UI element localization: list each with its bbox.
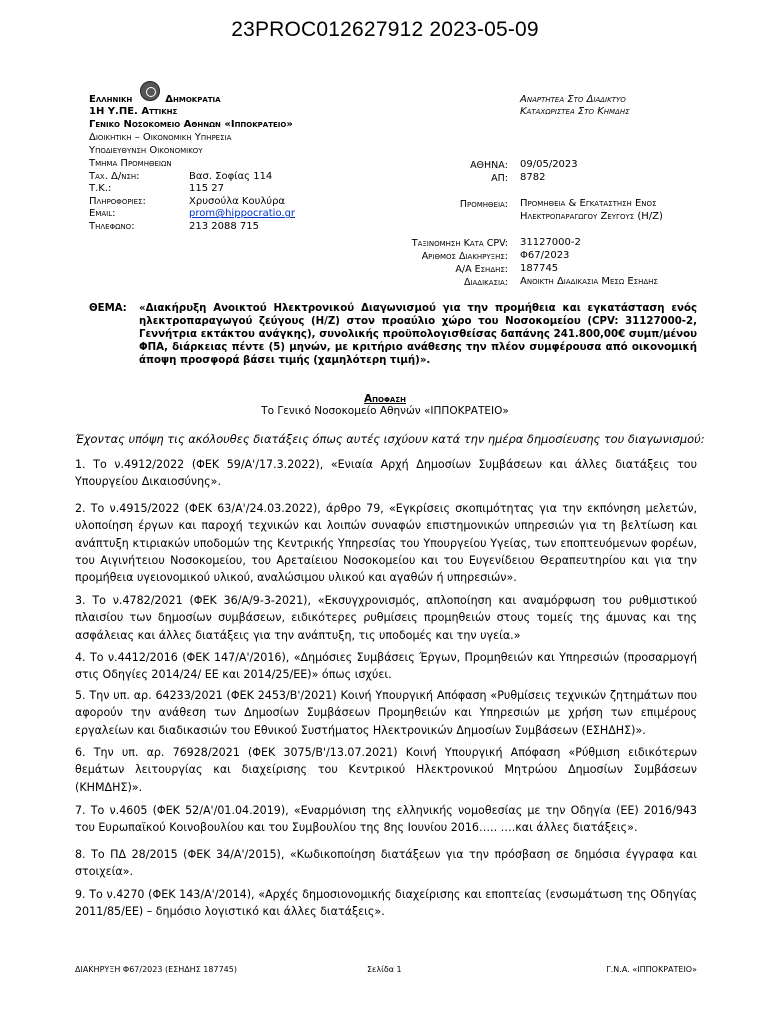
subject-label: ΘΕΜΑ: — [89, 303, 127, 314]
footer-hospital: Γ.Ν.Α. «ΙΠΠΟΚΡΑΤΕΙΟ» — [606, 965, 697, 974]
email-link[interactable]: prom@hippocratio.gr — [189, 208, 296, 220]
header-country-part2: Δημοκρατια — [165, 94, 221, 105]
cpv-value: 31127000-2 — [520, 237, 581, 248]
intro-text: Έχοντας υπόψη τις ακόλουθες διατάξεις όπως αυτές ισχύουν κατά την ημέρα δημοσίευσης του διαγωνισμού: — [75, 432, 705, 446]
contact-label: Τ.Κ.: — [89, 183, 112, 195]
header-country-part1: Ελληνικη — [89, 94, 133, 105]
legal-item-2: 2. Το ν.4915/2022 (ΦΕΚ 63/Α'/24.03.2022), άρθρο 79, «Εγκρίσεις σκοπιμότητας για την εκπόνηση μελετών, υλοποίηση έργων και παροχή τεχνικών και λοιπών συναφών επιστημονικών υπηρεσιών για τη βελτίωση και ανάπτυξη κτιριακών υποδομών της Κεντρικής Υπηρεσίας του Υπουργείου Υγείας, των εποπτευόμενων φορέων, του Αιγινήτειου Νοσοκομείου, του Αρεταίειου Νοσοκομείου και του Ευγενίδειου Θεραπευτηρίου και για την προμήθεια υγειονομικού υλικού, αναλώσιμου υλικού και αγαθών ή υπηρεσιών». — [75, 502, 697, 585]
esidis-label: Α/Α Εσηδης: — [455, 264, 508, 275]
legal-item-1: 1. Το ν.4912/2022 (ΦΕΚ 59/Α'/17.3.2022), «Ενιαία Αρχή Δημοσίων Συμβάσεων και άλλες διατάξεις του Υπουργείου Δικαιοσύνης». — [75, 458, 697, 489]
contact-row-address — [89, 171, 295, 183]
contact-value: 115 27 — [189, 183, 224, 195]
procurement-value-2: Ηλεκτροπαραγωγου Ζευγους (Η/Ζ) — [520, 211, 663, 222]
posted-kimdis-note: Καταχωριστεα Στο Κημδης — [520, 106, 630, 117]
greek-emblem-icon — [140, 81, 160, 101]
posted-online-note: Αναρτητεα Στο Διαδικτυο — [520, 94, 626, 105]
contact-rows — [89, 171, 295, 233]
contact-label: Τηλεφωνο: — [89, 220, 135, 232]
legal-item-8: 8. Το ΠΔ 28/2015 (ΦΕΚ 34/Α'/2015), «Κωδικοποίηση διατάξεων για την πρόσβαση σε δημόσια έγγραφα και στοιχεία». — [75, 848, 697, 879]
contact-row-phone — [89, 221, 295, 233]
legal-item-5: 5. Την υπ. αρ. 64233/2021 (ΦΕΚ 2453/Β'/2021) Κοινή Υπουργική Απόφαση «Ρυθμίσεις τεχνικών ζητημάτων που αφορούν την ανάθεση των Δημοσίων Συμβάσεων Προμηθειών και Υπηρεσιών με χρήση των επιμέρους εργαλείων και διαδικασιών του Εθνικού Συστήματος Ηλεκτρονικών Δημοσίων Συμβάσεων (ΕΣΗΔΗΣ)». — [75, 689, 697, 737]
legal-item-3: 3. Το ν.4782/2021 (ΦΕΚ 36/Α/9-3-2021), «Εκσυγχρονισμός, απλοποίηση και αναμόρφωση του ρυθμιστικού πλαισίου των δημοσίων συμβάσεων, ειδικότερες ρυθμίσεις προμηθειών στους τομείς της άμυνας και της ασφάλειας και άλλες διατάξεις για την ανάπτυξη, τις υποδομές και την υγεία.» — [75, 594, 697, 642]
contact-row-postcode — [89, 183, 295, 195]
notice-number-value: Φ67/2023 — [520, 250, 570, 261]
procurement-value-1: Προμηθεια & Εγκαταστηση Ενος — [520, 198, 657, 209]
ap-label: ΑΠ: — [491, 173, 508, 184]
contact-label: Email: — [89, 208, 116, 220]
subject-block — [89, 302, 697, 367]
esidis-value: 187745 — [520, 263, 559, 274]
header-health-region: 1Η Υ.ΠΕ. Αττικης — [89, 106, 178, 117]
contact-value: 213 2088 715 — [189, 220, 259, 232]
decision-subtitle: Το Γενικό Νοσοκομείο Αθηνών «ΙΠΠΟΚΡΑΤΕΙΟ» — [261, 405, 509, 417]
ap-number: 8782 — [520, 172, 546, 183]
document-id-stamp: 23PROC012627912 2023-05-09 — [231, 18, 539, 41]
header-hospital-name: Γενικο Νοσοκομειο Αθηνων «Ιπποκρατειο» — [89, 119, 293, 130]
contact-label: Πληροφοριες: — [89, 195, 146, 207]
footer-notice-ref: ΔΙΑΚΗΡΥΞΗ Φ67/2023 (ΕΣΗΔΗΣ 187745) — [75, 965, 237, 974]
contact-row-email — [89, 208, 295, 220]
contact-value: Βασ. Σοφίας 114 — [189, 171, 273, 182]
header-service: Διοικητικη – Οικονομικη Υπηρεσια — [89, 132, 232, 143]
legal-item-4: 4. Το ν.4412/2016 (ΦΕΚ 147/Α'/2016), «Δημόσιες Συμβάσεις Έργων, Προμηθειών και Υπηρεσιών (προσαρμογή στις Οδηγίες 2014/24/ ΕΕ και 2014/25/ΕΕ)» όπως ισχύει. — [75, 651, 697, 682]
subject-text: «Διακήρυξη Ανοικτού Ηλεκτρονικού Διαγωνισμού για την προμήθεια και εγκατάσταση ενός ηλεκτροπαραγωγού ζεύγους (Η/Ζ) στον προαύλιο χώρο του Νοσοκομείου (CPV: 31127000-2, Γεννήτρια εκτάκτου ανάγκης), συνολικής προϋπολογισθείσας δαπάνης 241.800,00€ συμπ/μένου ΦΠΑ, διάρκειας πέντε (5) μηνών, με κριτήριο ανάθεσης την πλέον συμφέρουσα από οικονομική άποψη προσφορά βάσει τιμής (χαμηλότερη τιμή)». — [139, 303, 697, 366]
cpv-label: Ταξινομηση Κατα CPV: — [411, 238, 508, 249]
footer-page-number: Σελίδα 1 — [367, 965, 402, 974]
procurement-label: Προμηθεια: — [459, 199, 508, 210]
contact-row-info — [89, 196, 295, 208]
athens-label: ΑΘΗΝΑ: — [470, 160, 508, 171]
header-subdivision: Υποδιευθυνση Οικονομικου — [89, 145, 203, 156]
decision-title: Αποφαση — [364, 393, 406, 405]
legal-item-6: 6. Την υπ. αρ. 76928/2021 (ΦΕΚ 3075/Β'/13.07.2021) Κοινή Υπουργική Απόφαση «Ρύθμιση ειδικότερων θεμάτων λειτουργίας και διαχείρισης του Κεντρικού Ηλεκτρονικού Μητρώου Δημοσίων Συμβάσεων (ΚΗΜΔΗΣ)». — [75, 746, 697, 794]
legal-item-9: 9. Το ν.4270 (ΦΕΚ 143/Α'/2014), «Αρχές δημοσιονομικής διαχείρισης και εποπτείας (ενσωμάτωση της Οδηγίας 2011/85/ΕΕ) – δημόσιο λογιστικό και άλλες διατάξεις». — [75, 888, 697, 919]
procedure-value: Ανοικτη Διαδικασια Μεσω Εσηδης — [520, 276, 658, 287]
header-department: Τμημα Προμηθειων — [89, 158, 172, 169]
notice-number-label: Αριθμος Διακηρυξης: — [421, 251, 508, 262]
procedure-label: Διαδικασια: — [463, 277, 508, 288]
contact-label: Ταχ. Δ/νση: — [89, 171, 140, 182]
athens-date: 09/05/2023 — [520, 159, 578, 170]
legal-item-7: 7. Το ν.4605 (ΦΕΚ 52/Α'/01.04.2019), «Εναρμόνιση της ελληνικής νομοθεσίας με την Οδηγία (ΕΕ) 2016/943 του Ευρωπαϊκού Κοινοβουλίου και του Συμβουλίου της 8ης Ιουνίου 2016….. ….και άλλες διατάξεις». — [75, 804, 697, 835]
contact-value: Χρυσούλα Κουλύρα — [189, 195, 286, 207]
